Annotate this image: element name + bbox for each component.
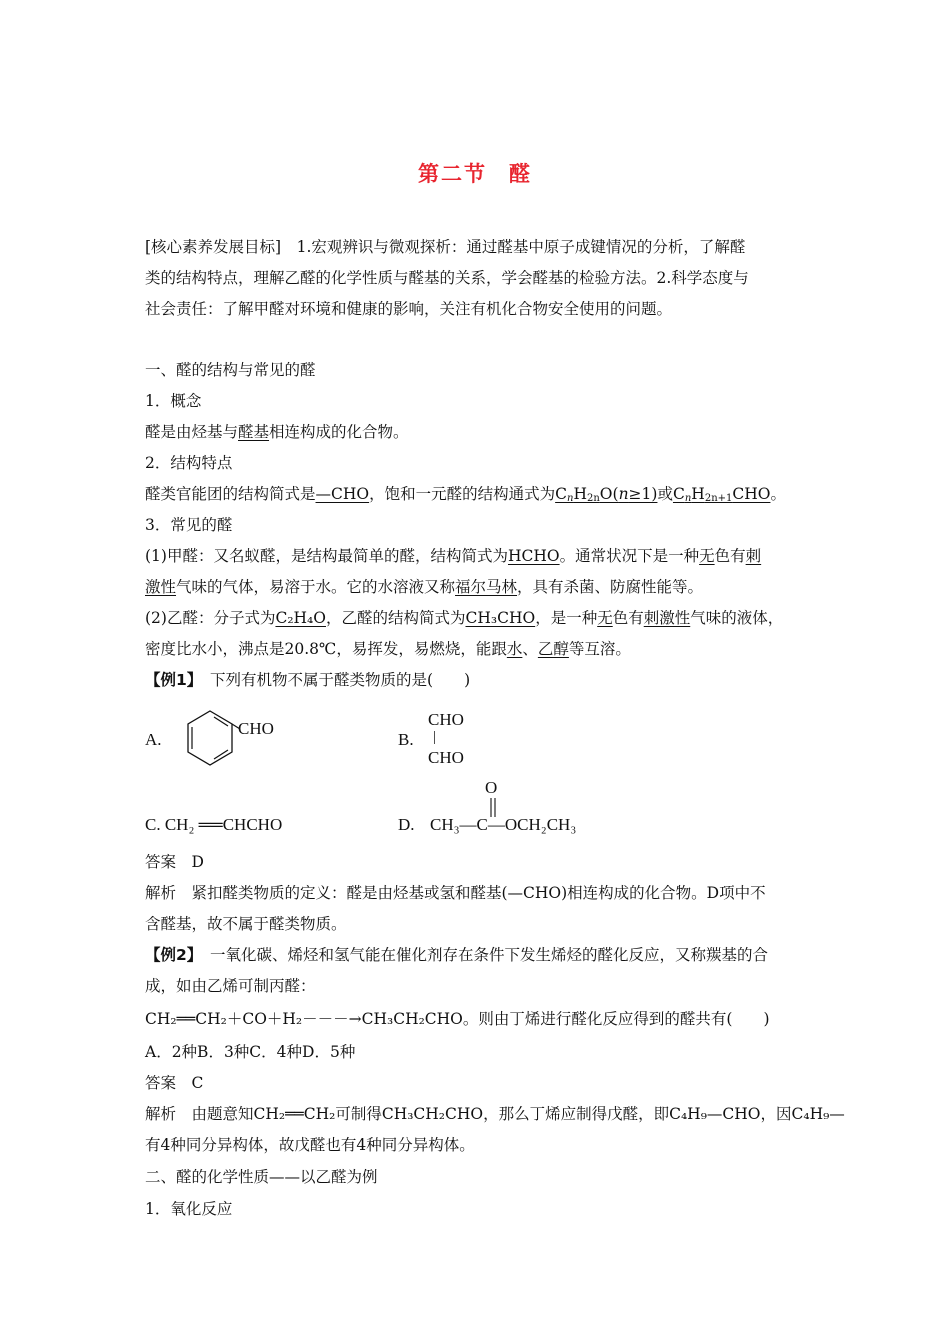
example1-answer: 答案 D: [145, 853, 204, 871]
option-b-label: B.: [398, 730, 414, 749]
option-d-label: D.: [398, 815, 415, 834]
option-d-oxygen: O: [485, 778, 498, 797]
acetaldehyde-line-1: (2)乙醛：分子式为C₂H₄O，乙醛的结构简式为CH₃CHO，是一种无色有刺激性气味的液体，: [145, 609, 784, 627]
example2-explanation-1: 解析 由题意知CH₂══CH₂可制得CH₃CH₂CHO，那么丁烯应制得戊醛，即C₄H₉—CHO，因C₄H₉—: [145, 1105, 845, 1123]
example1-explanation-2: 含醛基，故不属于醛类物质。: [145, 915, 347, 933]
benzene-ring-icon: [170, 707, 250, 773]
blank-general-formula-2: $C_nH_{2n+1}CHO$: [672, 485, 771, 504]
title-part2: 醛: [509, 162, 532, 186]
blank-aldehyde-group: 醛基: [238, 423, 270, 441]
title-part1: 第二节: [418, 162, 487, 186]
common-aldehydes-heading: 3．常见的醛: [145, 516, 233, 534]
option-b-bottom: CHO: [428, 748, 464, 767]
section2-heading: 二、醛的化学性质——以乙醛为例: [145, 1168, 378, 1186]
formaldehyde-line-1: (1)甲醛：又名蚁醛，是结构最简单的醛，结构简式为HCHO。通常状况下是一种无色有刺: [145, 547, 762, 565]
acetaldehyde-line-2: 密度比水小，沸点是20.8℃，易挥发，易燃烧，能跟水、乙醇等互溶。: [145, 640, 631, 658]
formaldehyde-line-2: 激性气味的气体，易溶于水。它的水溶液又称福尔马林，具有杀菌、防腐性能等。: [145, 578, 704, 596]
option-b-top: CHO: [428, 710, 464, 729]
example2-question-1: 【例2】 一氧化碳、烯烃和氢气能在催化剂存在条件下发生烯烃的醛化反应，又称羰基的合: [145, 946, 769, 964]
concept-text: 醛是由烃基与醛基相连构成的化合物。: [145, 423, 409, 441]
page-title: [0, 158, 950, 188]
blank-functional-group: —CHO: [315, 485, 370, 503]
example2-equation: CH₂══CH₂＋CO＋H₂－－－→CH₃CH₂CHO。则由丁烯进行醛化反应得到的醛共有( ): [145, 1010, 770, 1028]
blank-general-formula-1: $C_nH_{2n}O(n\ge 1)$: [555, 485, 658, 504]
concept-heading: 1．概念: [145, 392, 202, 410]
example1-explanation-1: 解析 紧扣醛类物质的定义：醛是由烃基或氢和醛基(—CHO)相连构成的化合物。D项中不: [145, 884, 766, 902]
option-d-formula: CH₃—C—OCH₂CH₃: [430, 815, 577, 834]
example1-tag: 【例1】: [145, 671, 195, 689]
structure-text: 醛类官能团的结构简式是—CHO，饱和一元醛的结构通式为$C_nH_{2n}O(n\ge 1)$或$C_nH_{2n+1}CHO$。: [145, 485, 786, 504]
section1-heading: 一、醛的结构与常见的醛: [145, 361, 316, 379]
option-b-bond: |: [433, 729, 437, 745]
option-c: C. CH₂ ══CHCHO: [145, 815, 283, 834]
intro-line-2: 类的结构特点，理解乙醛的化学性质与醛基的关系，学会醛基的检验方法。2.科学态度与: [145, 269, 749, 287]
example1-question: 【例1】 下列有机物不属于醛类物质的是( ): [145, 671, 471, 689]
example2-explanation-2: 有4种同分异构体，故戊醛也有4种同分异构体。: [145, 1136, 475, 1154]
oxidation-heading: 1．氧化反应: [145, 1200, 233, 1218]
structure-heading: 2．结构特点: [145, 454, 233, 472]
example2-tag: 【例2】: [145, 946, 195, 964]
intro-line-3: 社会责任：了解甲醛对环境和健康的影响，关注有机化合物安全使用的问题。: [145, 300, 673, 318]
option-a-cho: CHO: [238, 719, 274, 738]
example2-options: A．2种B．3种C．4种D．5种: [145, 1043, 356, 1061]
option-a-label: A.: [145, 730, 162, 749]
example2-question-2: 成，如由乙烯可制丙醛：: [145, 977, 316, 995]
intro-line-1: [核心素养发展目标] 1.宏观辨识与微观探析：通过醛基中原子成键情况的分析，了解醛: [145, 238, 746, 256]
example2-answer: 答案 C: [145, 1074, 204, 1092]
